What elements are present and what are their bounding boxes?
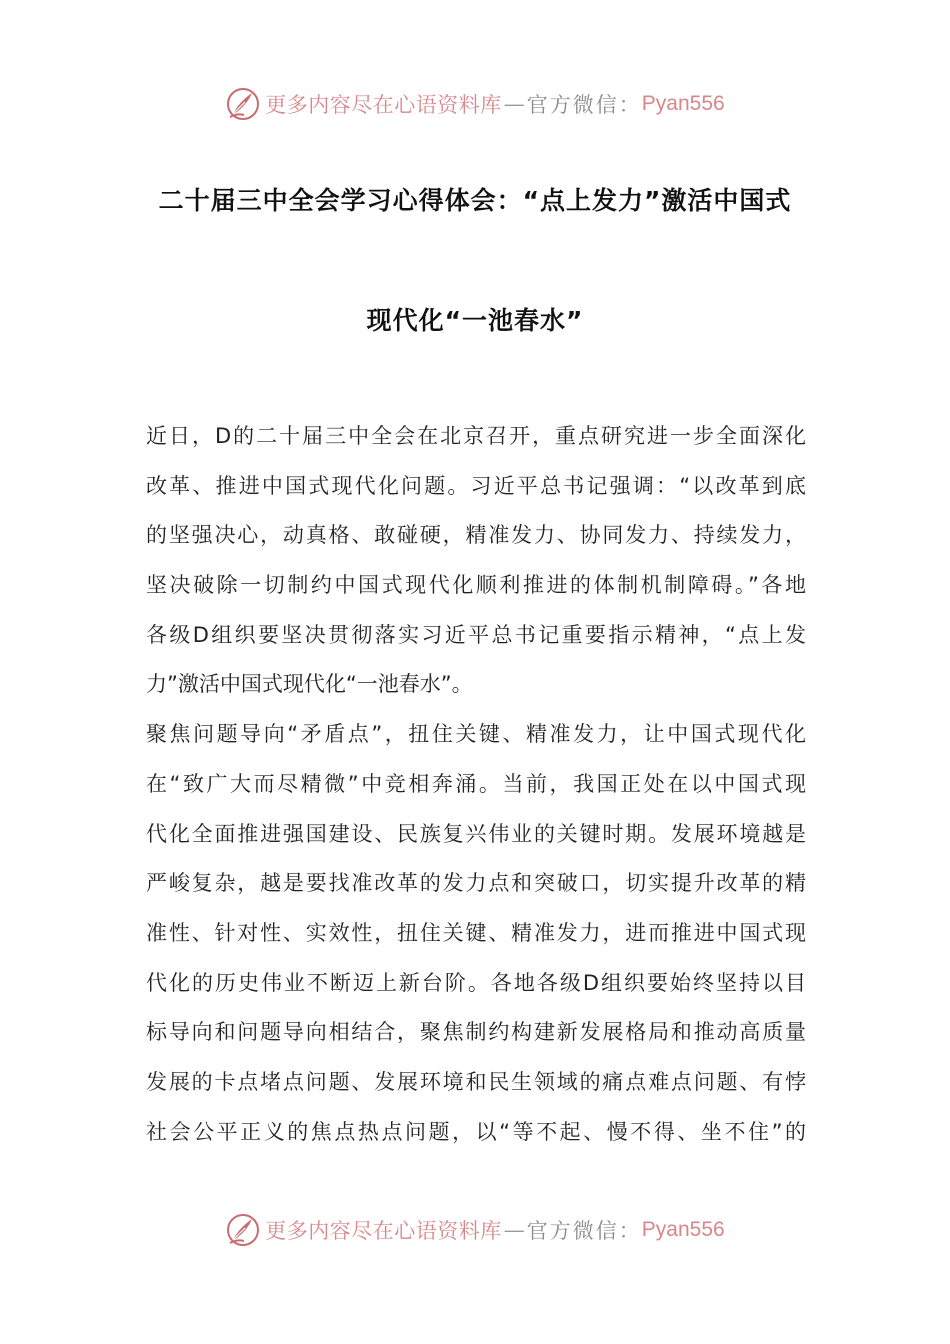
watermark-text: 更多内容尽在心语资料库 [265,93,502,117]
watermark-dash: — [503,92,525,116]
body-line: 社会公平正义的焦点热点问题，以“等不起、慢不得、坐不住”的 [146,1119,806,1144]
body-line: 严峻复杂，越是要找准改革的发力点和突破口，切实提升改革的精 [146,871,806,896]
body-line: 各级D组织要坚决贯彻落实习近平总书记重要指示精神，“点上发 [146,622,806,647]
body-line: 准性、针对性、实效性，扭住关键、精准发力，进而推进中国式现 [146,920,806,945]
body-line: 坚决破除一切制约中国式现代化顺利推进的体制机制障碍。”各地 [146,573,806,598]
body-line: 的坚强决心，动真格、敢碰硬，精准发力、协同发力、持续发力， [146,523,806,548]
body-line: 在“致广大而尽精微”中竞相奔涌。当前，我国正处在以中国式现 [146,771,806,796]
body-line: 近日，D的二十届三中全会在北京召开，重点研究进一步全面深化 [146,424,806,448]
body-line: 代化的历史伟业不断迈上新台阶。各地各级D组织要始终坚持以目 [146,970,806,995]
watermark-official-label: 官方微信： [526,1219,642,1243]
watermark-wechat-id: Pyan556 [641,92,725,115]
body-line: 代化全面推进强国建设、民族复兴伟业的关键时期。发展环境越是 [146,821,806,846]
quill-pen-logo-icon [225,1212,261,1248]
footer-watermark [0,1208,950,1252]
document-body [146,412,806,1157]
body-line: 发展的卡点堵点问题、发展环境和民生领域的痛点难点问题、有悖 [146,1069,806,1094]
body-line: 标导向和问题导向相结合，聚焦制约构建新发展格局和推动高质量 [146,1020,806,1045]
document-title-line-1: 二十届三中全会学习心得体会：“点上发力”激活中国式 [158,186,792,215]
body-line: 力”激活中国式现代化“一池春水”。 [146,672,473,697]
watermark-wechat-id: Pyan556 [641,1218,725,1241]
watermark-text: 更多内容尽在心语资料库 [265,1219,502,1243]
body-line: 聚焦问题导向“矛盾点”，扭住关键、精准发力，让中国式现代化 [146,722,806,747]
quill-pen-logo-icon [225,86,261,122]
document-title-line-2: 现代化“一池春水” [366,306,584,335]
watermark-official-label: 官方微信： [526,93,642,117]
watermark-dash: — [503,1218,525,1242]
body-line: 改革、推进中国式现代化问题。习近平总书记强调：“以改革到底 [146,473,806,498]
header-watermark [0,82,950,126]
